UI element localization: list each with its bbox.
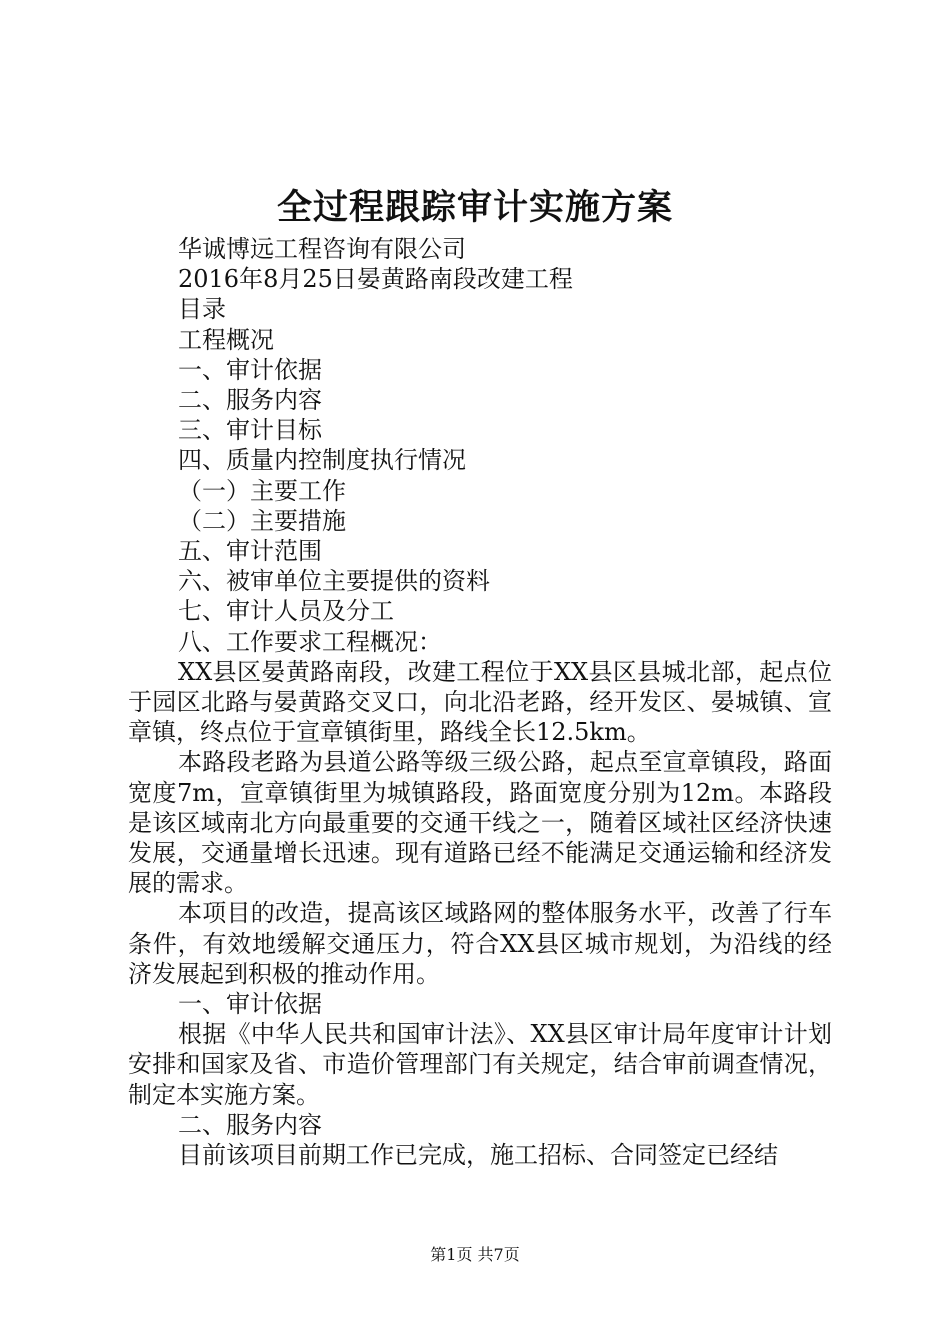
toc-item: 一、审计依据 <box>178 355 322 384</box>
paragraph: 本项目的改造，提高该区域路网的整体服务水平，改善了行车条件，有效地缓解交通压力，符合XX县区城市规划，为沿线的经济发展起到积极的推动作用。 <box>128 899 832 988</box>
paragraph: XX县区晏黄路南段，改建工程位于XX县区县城北部，起点位于园区北路与晏黄路交叉口，向北沿老路，经开发区、晏城镇、宣章镇，终点位于宣章镇街里，路线全长12.5km。 <box>128 657 832 747</box>
toc-item: 五、审计范围 <box>178 537 322 566</box>
table-of-contents <box>128 234 832 657</box>
paragraph: 目前该项目前期工作已完成，施工招标、合同签定已经结 <box>178 1141 778 1170</box>
toc-item: （一）主要工作 <box>178 476 346 505</box>
document-content <box>128 234 832 1170</box>
toc-item: 六、被审单位主要提供的资料 <box>178 567 490 596</box>
document-title: 全过程跟踪审计实施方案 <box>276 187 673 228</box>
toc-item: 七、审计人员及分工 <box>178 597 394 626</box>
document-body <box>128 657 832 1170</box>
company-name: 华诚博远工程咨询有限公司 <box>178 235 466 263</box>
toc-item: 四、质量内控制度执行情况 <box>178 446 466 475</box>
section-heading: 二、服务内容 <box>178 1110 322 1139</box>
page-footer: 第1页 共7页 <box>430 1245 520 1264</box>
toc-item: 二、服务内容 <box>178 386 322 415</box>
paragraph: 根据《中华人民共和国审计法》、XX县区审计局年度审计计划安排和国家及省、市造价管理部门有关规定，结合审前调查情况，制定本实施方案。 <box>128 1020 832 1109</box>
toc-item: 八、工作要求工程概况： <box>178 627 442 656</box>
toc-heading: 目录 <box>178 295 226 324</box>
toc-item: 三、审计目标 <box>178 416 322 445</box>
section-heading: 一、审计依据 <box>178 990 322 1019</box>
toc-item: （二）主要措施 <box>178 506 346 535</box>
date-project-line: 2016年8月25日晏黄路南段改建工程 <box>178 265 573 294</box>
paragraph: 本路段老路为县道公路等级三级公路，起点至宣章镇段，路面宽度7m，宣章镇街里为城镇路段，路面宽度分别为12m。本路段是该区域南北方向最重要的交通干线之一，随着区域社区经济快速发展，交通量增长迅速。现有道路已经不能满足交通运输和经济发展的需求。 <box>128 748 832 898</box>
toc-item: 工程概况 <box>178 325 274 354</box>
